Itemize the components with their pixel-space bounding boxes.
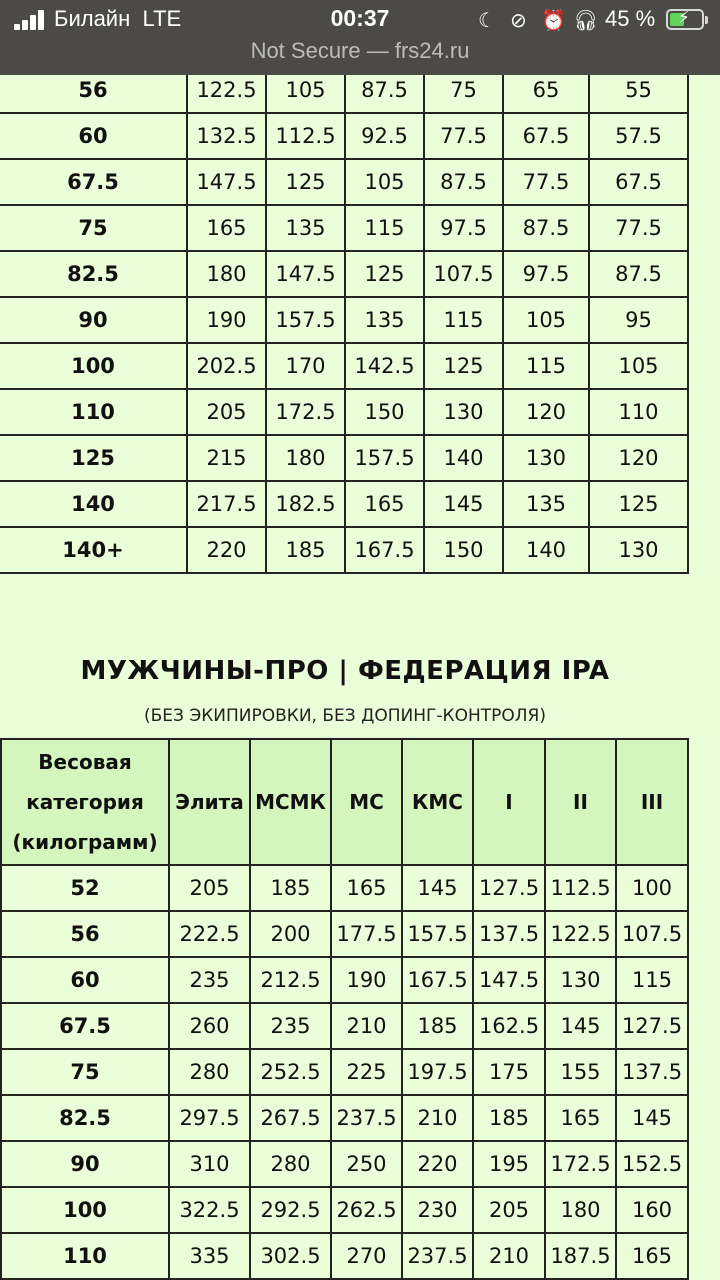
total-value-cell: 155 (545, 1049, 616, 1095)
total-value-cell: 92.5 (345, 113, 424, 159)
total-value-cell: 140 (424, 435, 503, 481)
total-value-cell: 100 (616, 865, 688, 911)
total-value-cell: 127.5 (616, 1003, 688, 1049)
total-value-cell: 135 (266, 205, 345, 251)
total-value-cell: 220 (402, 1141, 473, 1187)
total-value-cell: 310 (169, 1141, 250, 1187)
total-value-cell: 205 (187, 389, 266, 435)
table-row (0, 297, 688, 343)
total-value-cell: 77.5 (424, 113, 503, 159)
total-value-cell: 110 (589, 389, 688, 435)
table-row (0, 343, 688, 389)
table-top-body (0, 67, 688, 573)
total-value-cell: 137.5 (473, 911, 545, 957)
weight-class-cell: 90 (1, 1141, 169, 1187)
table-row (0, 527, 688, 573)
total-value-cell: 115 (345, 205, 424, 251)
total-value-cell: 185 (266, 527, 345, 573)
weight-class-cell: 140+ (0, 527, 187, 573)
table-main-body (1, 865, 688, 1279)
total-value-cell: 280 (169, 1049, 250, 1095)
total-value-cell: 260 (169, 1003, 250, 1049)
weight-class-cell: 60 (1, 957, 169, 1003)
clock: 00:37 (330, 5, 390, 31)
total-value-cell: 215 (187, 435, 266, 481)
total-value-cell: 190 (187, 297, 266, 343)
total-value-cell: 172.5 (266, 389, 345, 435)
headphones-icon: 🎧︎ (573, 8, 599, 32)
total-value-cell: 165 (187, 205, 266, 251)
total-value-cell: 235 (169, 957, 250, 1003)
weight-class-cell: 90 (0, 297, 187, 343)
total-value-cell: 150 (345, 389, 424, 435)
total-value-cell: 230 (402, 1187, 473, 1233)
total-value-cell: 202.5 (187, 343, 266, 389)
total-value-cell: 55 (589, 67, 688, 113)
total-value-cell: 107.5 (424, 251, 503, 297)
header-weight-line-1: Весовая (38, 750, 132, 774)
weight-class-cell: 100 (1, 1187, 169, 1233)
total-value-cell: 95 (589, 297, 688, 343)
weight-class-cell: 56 (0, 67, 187, 113)
total-value-cell: 185 (402, 1003, 473, 1049)
total-value-cell: 147.5 (187, 159, 266, 205)
total-value-cell: 140 (503, 527, 589, 573)
total-value-cell: 147.5 (473, 957, 545, 1003)
total-value-cell: 220 (187, 527, 266, 573)
total-value-cell: 297.5 (169, 1095, 250, 1141)
total-value-cell: 170 (266, 343, 345, 389)
total-value-cell: 145 (402, 865, 473, 911)
total-value-cell: 125 (589, 481, 688, 527)
table-row (0, 113, 688, 159)
weight-class-cell: 67.5 (0, 159, 187, 205)
alarm-icon: ⏰ (541, 8, 566, 32)
total-value-cell: 87.5 (589, 251, 688, 297)
network-type: LTE (142, 6, 182, 31)
total-value-cell: 120 (503, 389, 589, 435)
qualification-table-top (0, 66, 689, 574)
weight-class-cell: 125 (0, 435, 187, 481)
total-value-cell: 125 (345, 251, 424, 297)
table-row (0, 389, 688, 435)
header-weight-category (1, 739, 169, 865)
total-value-cell: 132.5 (187, 113, 266, 159)
total-value-cell: 157.5 (266, 297, 345, 343)
weight-class-cell: 140 (0, 481, 187, 527)
total-value-cell: 107.5 (616, 911, 688, 957)
weight-class-cell: 56 (1, 911, 169, 957)
header-class-1: I (473, 739, 545, 865)
total-value-cell: 105 (345, 159, 424, 205)
total-value-cell: 270 (331, 1233, 402, 1279)
header-weight-line-2: категория (26, 790, 144, 814)
battery-icon: ⚡︎ (666, 9, 704, 30)
total-value-cell: 157.5 (402, 911, 473, 957)
total-value-cell: 130 (545, 957, 616, 1003)
total-value-cell: 87.5 (345, 67, 424, 113)
total-value-cell: 190 (331, 957, 402, 1003)
table-row (1, 1095, 688, 1141)
total-value-cell: 152.5 (616, 1141, 688, 1187)
total-value-cell: 167.5 (345, 527, 424, 573)
total-value-cell: 292.5 (250, 1187, 331, 1233)
total-value-cell: 130 (503, 435, 589, 481)
browser-topbar (0, 0, 720, 75)
total-value-cell: 142.5 (345, 343, 424, 389)
total-value-cell: 197.5 (402, 1049, 473, 1095)
weight-class-cell: 75 (1, 1049, 169, 1095)
total-value-cell: 205 (473, 1187, 545, 1233)
total-value-cell: 180 (545, 1187, 616, 1233)
total-value-cell: 145 (424, 481, 503, 527)
total-value-cell: 105 (589, 343, 688, 389)
total-value-cell: 135 (345, 297, 424, 343)
qualification-table-main (0, 738, 689, 1280)
total-value-cell: 105 (503, 297, 589, 343)
total-value-cell: 112.5 (266, 113, 345, 159)
total-value-cell: 120 (589, 435, 688, 481)
total-value-cell: 177.5 (331, 911, 402, 957)
total-value-cell: 335 (169, 1233, 250, 1279)
total-value-cell: 87.5 (424, 159, 503, 205)
header-class-2: II (545, 739, 616, 865)
table-row (0, 481, 688, 527)
weight-class-cell: 67.5 (1, 1003, 169, 1049)
total-value-cell: 185 (250, 865, 331, 911)
table-row (1, 957, 688, 1003)
total-value-cell: 210 (402, 1095, 473, 1141)
total-value-cell: 125 (266, 159, 345, 205)
total-value-cell: 165 (331, 865, 402, 911)
total-value-cell: 147.5 (266, 251, 345, 297)
total-value-cell: 115 (616, 957, 688, 1003)
total-value-cell: 97.5 (424, 205, 503, 251)
total-value-cell: 127.5 (473, 865, 545, 911)
weight-class-cell: 60 (0, 113, 187, 159)
total-value-cell: 302.5 (250, 1233, 331, 1279)
header-kms: КМС (402, 739, 473, 865)
total-value-cell: 67.5 (589, 159, 688, 205)
carrier-name: Билайн (54, 6, 131, 31)
table-row (1, 911, 688, 957)
table-row (1, 1141, 688, 1187)
total-value-cell: 75 (424, 67, 503, 113)
header-class-3: III (616, 739, 688, 865)
total-value-cell: 125 (424, 343, 503, 389)
header-weight-line-3: (килограмм) (12, 830, 158, 854)
weight-class-cell: 82.5 (1, 1095, 169, 1141)
total-value-cell: 200 (250, 911, 331, 957)
total-value-cell: 150 (424, 527, 503, 573)
total-value-cell: 165 (345, 481, 424, 527)
header-elite: Элита (169, 739, 250, 865)
table-row (1, 1233, 688, 1279)
total-value-cell: 145 (616, 1095, 688, 1141)
total-value-cell: 322.5 (169, 1187, 250, 1233)
total-value-cell: 130 (589, 527, 688, 573)
total-value-cell: 122.5 (545, 911, 616, 957)
total-value-cell: 280 (250, 1141, 331, 1187)
total-value-cell: 225 (331, 1049, 402, 1095)
total-value-cell: 162.5 (473, 1003, 545, 1049)
header-msmk: МСМК (250, 739, 331, 865)
moon-icon: ☾ (478, 8, 496, 32)
weight-class-cell: 75 (0, 205, 187, 251)
total-value-cell: 212.5 (250, 957, 331, 1003)
total-value-cell: 252.5 (250, 1049, 331, 1095)
total-value-cell: 182.5 (266, 481, 345, 527)
header-ms: МС (331, 739, 402, 865)
total-value-cell: 165 (616, 1233, 688, 1279)
total-value-cell: 180 (187, 251, 266, 297)
total-value-cell: 172.5 (545, 1141, 616, 1187)
orientation-lock-icon: ⊘ (510, 8, 527, 32)
weight-class-cell: 82.5 (0, 251, 187, 297)
total-value-cell: 267.5 (250, 1095, 331, 1141)
total-value-cell: 175 (473, 1049, 545, 1095)
total-value-cell: 145 (545, 1003, 616, 1049)
total-value-cell: 187.5 (545, 1233, 616, 1279)
total-value-cell: 235 (250, 1003, 331, 1049)
total-value-cell: 135 (503, 481, 589, 527)
table-row (1, 1003, 688, 1049)
total-value-cell: 115 (503, 343, 589, 389)
table-row (0, 251, 688, 297)
total-value-cell: 157.5 (345, 435, 424, 481)
total-value-cell: 180 (266, 435, 345, 481)
total-value-cell: 185 (473, 1095, 545, 1141)
table-header-row (1, 739, 688, 865)
status-bar (0, 0, 720, 40)
total-value-cell: 65 (503, 67, 589, 113)
total-value-cell: 160 (616, 1187, 688, 1233)
weight-class-cell: 110 (0, 389, 187, 435)
table-row (1, 1049, 688, 1095)
total-value-cell: 87.5 (503, 205, 589, 251)
battery-percent: 45 % (605, 6, 656, 31)
total-value-cell: 205 (169, 865, 250, 911)
table-row (0, 205, 688, 251)
total-value-cell: 77.5 (503, 159, 589, 205)
total-value-cell: 97.5 (503, 251, 589, 297)
weight-class-cell: 100 (0, 343, 187, 389)
total-value-cell: 217.5 (187, 481, 266, 527)
table-row (1, 865, 688, 911)
total-value-cell: 237.5 (331, 1095, 402, 1141)
section-title: МУЖЧИНЫ-ПРО | ФЕДЕРАЦИЯ IPA (80, 656, 610, 686)
weight-class-cell: 110 (1, 1233, 169, 1279)
total-value-cell: 137.5 (616, 1049, 688, 1095)
section-subtitle: (БЕЗ ЭКИПИРОВКИ, БЕЗ ДОПИНГ-КОНТРОЛЯ) (143, 706, 546, 726)
total-value-cell: 112.5 (545, 865, 616, 911)
weight-class-cell: 52 (1, 865, 169, 911)
total-value-cell: 57.5 (589, 113, 688, 159)
total-value-cell: 210 (331, 1003, 402, 1049)
table-row (1, 1187, 688, 1233)
total-value-cell: 222.5 (169, 911, 250, 957)
table-row (0, 435, 688, 481)
total-value-cell: 167.5 (402, 957, 473, 1003)
total-value-cell: 210 (473, 1233, 545, 1279)
total-value-cell: 262.5 (331, 1187, 402, 1233)
total-value-cell: 105 (266, 67, 345, 113)
total-value-cell: 122.5 (187, 67, 266, 113)
total-value-cell: 67.5 (503, 113, 589, 159)
total-value-cell: 115 (424, 297, 503, 343)
total-value-cell: 130 (424, 389, 503, 435)
total-value-cell: 165 (545, 1095, 616, 1141)
table-row (0, 159, 688, 205)
url-bar[interactable]: Not Secure — frs24.ru (250, 38, 470, 63)
total-value-cell: 77.5 (589, 205, 688, 251)
total-value-cell: 237.5 (402, 1233, 473, 1279)
total-value-cell: 250 (331, 1141, 402, 1187)
total-value-cell: 195 (473, 1141, 545, 1187)
